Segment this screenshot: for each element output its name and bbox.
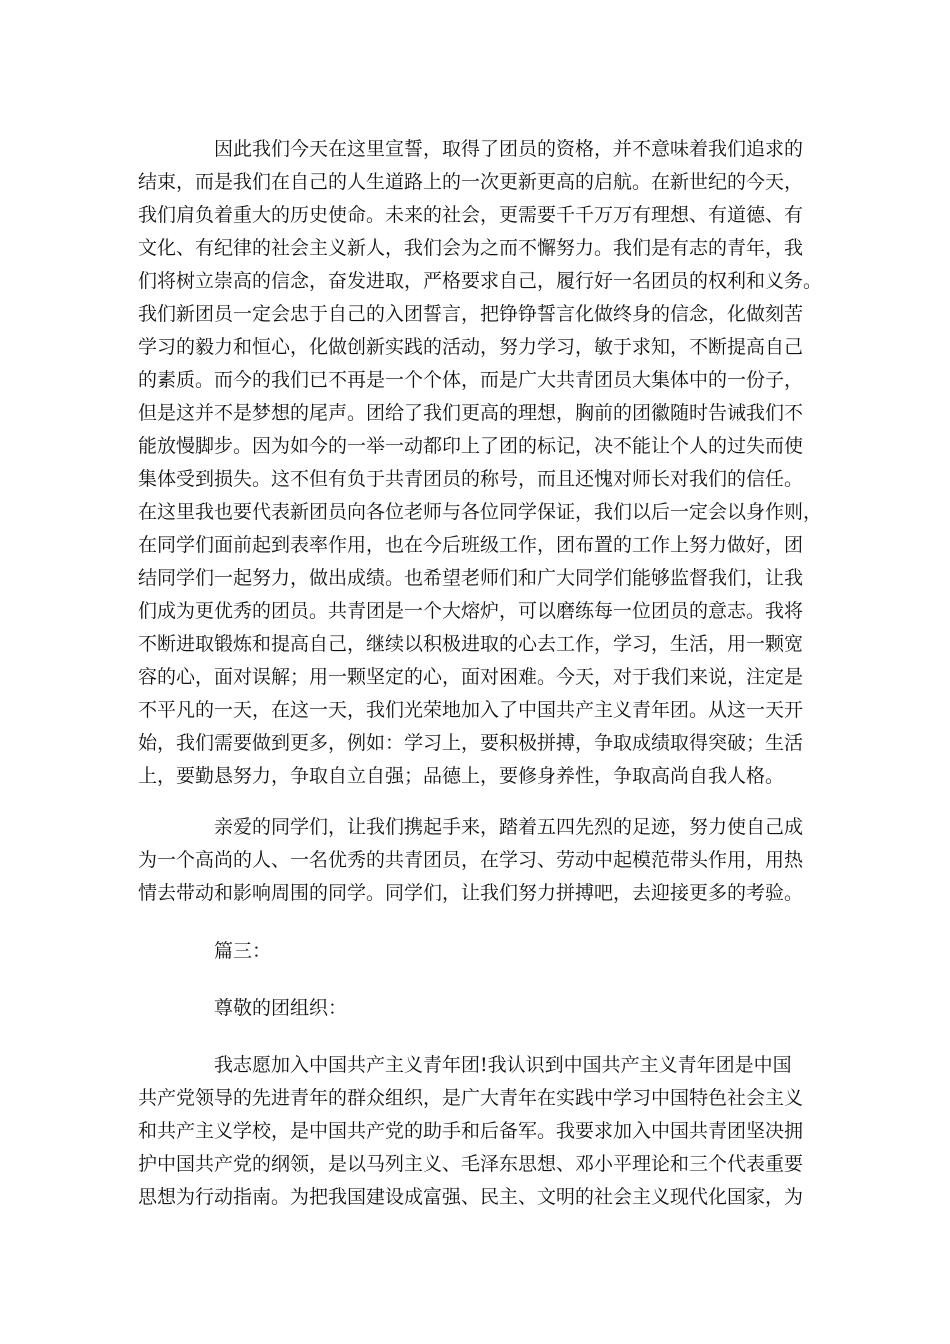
- salutation-text: 尊敬的团组织：: [214, 997, 348, 1019]
- paragraph-line: 始，我们需要做到更多，例如：学习上，要积极拼搏，争取成绩取得突破；生活: [138, 732, 804, 754]
- paragraph-line: 我们新团员一定会忠于自己的入团誓言，把铮铮誓言化做终身的信念，化做刻苦: [138, 303, 804, 325]
- paragraph-line: 我们肩负着重大的历史使命。未来的社会，更需要千千万万有理想、有道德、有: [138, 204, 804, 226]
- paragraph-line: 为一个高尚的人、一名优秀的共青团员，在学习、劳动中起模范带头作用，用热: [138, 849, 804, 871]
- paragraph-line: 和共产主义学校，是中国共产党的助手和后备军。我要求加入中国共青团坚决拥: [138, 1120, 804, 1142]
- paragraph-line: 们成为更优秀的团员。共青团是一个大熔炉，可以磨练每一位团员的意志。我将: [138, 600, 804, 622]
- letter-salutation: [138, 992, 818, 1025]
- paragraph-line: 容的心，面对误解；用一颗坚定的心，面对困难。今天，对于我们来说，注定是: [138, 666, 804, 688]
- paragraph-line: 的素质。而今的我们已不再是一个个体，而是广大共青团员大集体中的一份子，: [138, 369, 804, 391]
- paragraph-line: 集体受到损失。这不但有负于共青团员的称号，而且还愧对师长对我们的信任。: [138, 468, 804, 490]
- section-heading: [138, 935, 818, 968]
- paragraph-line: 结同学们一起努力，做出成绩。也希望老师们和广大同学们能够监督我们，让我: [138, 567, 804, 589]
- paragraph-line: 学习的毅力和恒心，化做创新实践的活动，努力学习，敏于求知，不断提高自己: [138, 336, 804, 358]
- paragraph-line: 在同学们面前起到表率作用，也在今后班级工作，团布置的工作上努力做好，团: [138, 534, 804, 556]
- paragraph-line: 情去带动和影响周围的同学。同学们，让我们努力拼搏吧，去迎接更多的考验。: [138, 882, 804, 904]
- paragraph-line: 我志愿加入中国共产主义青年团!我认识到中国共产主义青年团是中国: [214, 1054, 792, 1076]
- paragraph-call-to-classmates: [138, 811, 818, 910]
- section-heading-text: 篇三：: [214, 940, 272, 962]
- paragraph-line: 共产党领导的先进青年的群众组织，是广大青年在实践中学习中国特色社会主义: [138, 1087, 804, 1109]
- paragraph-line: 思想为行动指南。为把我国建设成富强、民主、文明的社会主义现代化国家，为: [138, 1186, 804, 1208]
- paragraph-line: 亲爱的同学们，让我们携起手来，踏着五四先烈的足迹，努力使自己成: [214, 816, 804, 838]
- paragraph-oath-commitment: [138, 133, 823, 793]
- paragraph-line: 上，要勤恳努力，争取自立自强；品德上，要修身养性，争取高尚自我人格。: [138, 765, 785, 787]
- paragraph-line: 护中国共产党的纲领，是以马列主义、毛泽东思想、邓小平理论和三个代表重要: [138, 1153, 804, 1175]
- paragraph-line: 但是这并不是梦想的尾声。团给了我们更高的理想，胸前的团徽随时告诫我们不: [138, 402, 804, 424]
- paragraph-line: 因此我们今天在这里宣誓，取得了团员的资格，并不意味着我们追求的: [214, 138, 804, 160]
- paragraph-line: 能放慢脚步。因为如今的一举一动都印上了团的标记，决不能让个人的过失而使: [138, 435, 804, 457]
- paragraph-line: 不断进取锻炼和提高自己，继续以积极进取的心去工作，学习，生活，用一颗宽: [138, 633, 804, 655]
- paragraph-line: 结束，而是我们在自己的人生道路上的一次更新更高的启航。在新世纪的今天，: [138, 171, 804, 193]
- paragraph-line: 文化、有纪律的社会主义新人，我们会为之而不懈努力。我们是有志的青年，我: [138, 237, 804, 259]
- paragraph-line: 在这里我也要代表新团员向各位老师与各位同学保证，我们以后一定会以身作则，: [138, 501, 823, 523]
- paragraph-line: 们将树立崇高的信念，奋发进取，严格要求自己，履行好一名团员的权利和义务。: [138, 270, 823, 292]
- paragraph-line: 不平凡的一天，在这一天，我们光荣地加入了中国共产主义青年团。从这一天开: [138, 699, 804, 721]
- paragraph-application: [138, 1049, 818, 1214]
